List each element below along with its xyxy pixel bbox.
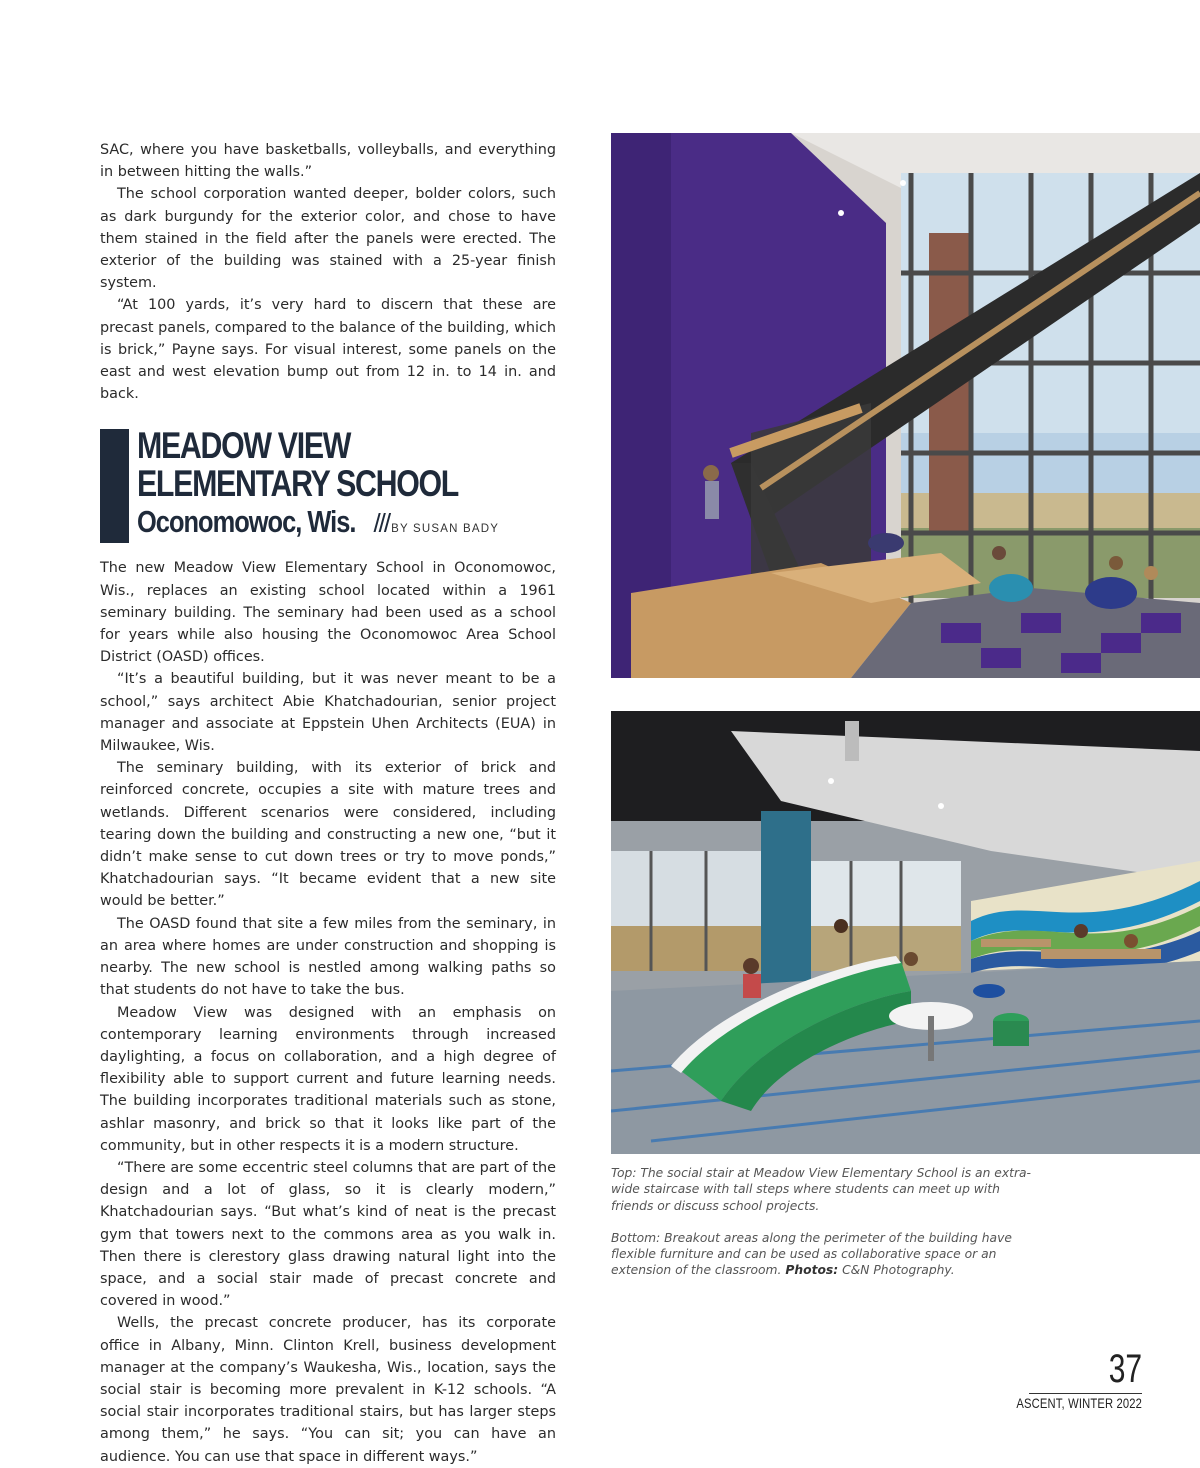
heading-slashes: /// — [373, 508, 390, 539]
heading-accent-bar — [100, 429, 129, 543]
article-paragraph: The seminary building, with its exterior of brick and reinforced concrete, occupies a site with mature trees and wetlands. Different scenarios were considered, including tearing down the building and constructing a new one, “but it didn’t make sense to cut down trees or try to move ponds,” Khatchadourian says. “It became evident that a new site would be better.” — [100, 760, 556, 910]
heading-title-line-1: MEADOW VIEW — [137, 425, 351, 467]
article-paragraph: “At 100 yards, it’s very hard to discern that these are precast panels, compared to the balance of the building, which is brick,” Payne says. For visual interest, some panels on the east and west elevation bump out from 12 in. to 14 in. and back. — [100, 297, 556, 403]
article-paragraph: “It’s a beautiful building, but it was never meant to be a school,” says architect Abie Khatchadourian, senior project manager and associate at Eppstein Uhen Architects (EUA) in Milwaukee, Wis. — [100, 671, 556, 755]
article-paragraph: Wells, the precast concrete producer, has its corporate office in Albany, Minn. Clinton Krell, business development manager at the company’s Waukesha, Wis., location, says the social stair is becoming more prevalent in K-12 schools. “A social stair incorporates traditional stairs, but has larger steps among them,” he says. “You can sit; you can have an audience. You can use that space in different ways.” — [100, 1315, 556, 1465]
heading-location: Oconomowoc, Wis. — [137, 504, 356, 540]
byline: BY SUSAN BADY — [391, 523, 500, 536]
photo-breakout-area — [611, 711, 1200, 1154]
heading-title-line-2: ELEMENTARY SCHOOL — [137, 463, 459, 505]
caption-bottom — [611, 1230, 1041, 1279]
article-column — [100, 139, 556, 1468]
section-heading — [100, 427, 556, 545]
photo-captions — [611, 1165, 1041, 1295]
page-number: 37 — [1108, 1347, 1142, 1391]
folio-rule — [1029, 1393, 1142, 1394]
article-paragraph: Meadow View was designed with an emphasis on contemporary learning environments through increased daylighting, a focus on collaboration, and a high degree of flexibility able to support current and future learning needs. The building incorporates traditional materials such as stone, ashlar masonry, and brick so that it looks like part of the community, but in other respects it is a modern structure. — [100, 1004, 556, 1154]
article-paragraph: The OASD found that site a few miles from the seminary, in an area where homes are under construction and shopping is nearby. The new school is nestled among walking paths so that students do not have to take the bus. — [100, 915, 556, 999]
caption-bottom-text: Bottom: Breakout areas along the perimeter of the building have flexible furniture and can be used as collaborative space or an extension of the classroom. — [611, 1230, 1012, 1278]
article-paragraph: SAC, where you have basketballs, volleyballs, and everything in between hitting the walls.” — [100, 142, 556, 181]
page-folio — [985, 1346, 1142, 1411]
photo-credit-label: Photos: — [785, 1263, 839, 1278]
photo-credit: C&N Photography. — [842, 1263, 955, 1278]
caption-top: Top: The social stair at Meadow View Elementary School is an extra-wide staircase with tall steps where students can meet up with friends or discuss school projects. — [611, 1166, 1031, 1213]
heading-location-line — [137, 504, 500, 540]
article-paragraph: The new Meadow View Elementary School in Oconomowoc, Wis., replaces an existing school located within a 1961 seminary building. The seminary had been used as a school for years while also housing the Oconomowoc Area School District (OASD) offices. — [100, 560, 556, 666]
article-paragraph: “There are some eccentric steel columns that are part of the design and a lot of glass, so it is clearly modern,” Khatchadourian says. “But what’s kind of neat is the precast gym that towers next to the commons area as you walk in. Then there is clerestory glass drawing natural light into the space, and a social stair made of precast concrete and covered in wood.” — [100, 1159, 556, 1310]
article-paragraph: The school corporation wanted deeper, bolder colors, such as dark burgundy for the exterior color, and chose to have them stained in the field after the panels were erected. The exterior of the building was stained with a 25-year finish system. — [100, 186, 556, 292]
photo-social-stair — [611, 133, 1200, 678]
magazine-issue: ASCENT, WINTER 2022 — [1016, 1395, 1142, 1411]
